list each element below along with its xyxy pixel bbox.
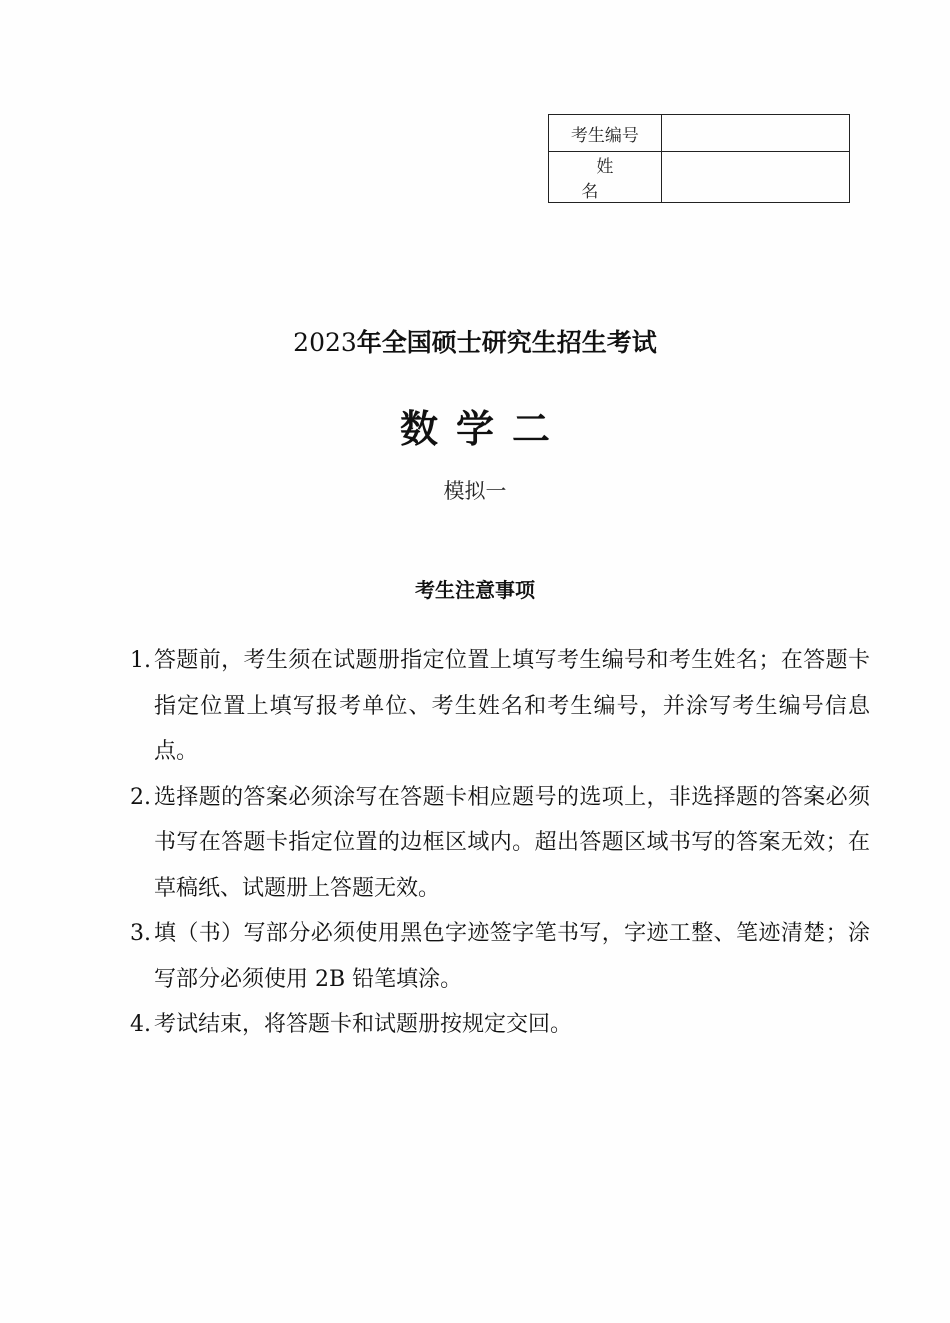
notice-item-text: 考试结束，将答题卡和试题册按规定交回。 bbox=[154, 1012, 573, 1037]
notice-item bbox=[130, 1002, 870, 1048]
candidate-number-row bbox=[549, 115, 850, 152]
candidate-number-label: 考生编号 bbox=[549, 115, 662, 152]
exam-title bbox=[0, 323, 950, 359]
candidate-number-field[interactable] bbox=[661, 115, 849, 152]
subject-title: 数学二 bbox=[399, 407, 568, 451]
edition-label: 模拟一 bbox=[443, 479, 507, 503]
candidate-name-row bbox=[549, 152, 850, 203]
exam-title-text: 年全国硕士研究生招生考试 bbox=[356, 328, 657, 357]
notice-item bbox=[130, 911, 870, 1002]
notice-item bbox=[130, 775, 870, 912]
notice-item bbox=[130, 638, 870, 775]
notice-list bbox=[130, 638, 870, 1048]
notice-item-number: 2. bbox=[130, 784, 151, 810]
notice-item-text: 答题前，考生须在试题册指定位置上填写考生编号和考生姓名；在答题卡指定位置上填写报考单位、考生姓名和考生编号，并涂写考生编号信息点。 bbox=[154, 648, 870, 764]
notice-item-text: 选择题的答案必须涂写在答题卡相应题号的选项上，非选择题的答案必须书写在答题卡指定位置的边框区域内。超出答题区域书写的答案无效；在草稿纸、试题册上答题无效。 bbox=[154, 784, 870, 901]
exam-year: 2023 bbox=[293, 328, 357, 357]
candidate-name-label: 姓名 bbox=[581, 157, 644, 202]
candidate-name-field[interactable] bbox=[661, 152, 849, 203]
notice-title: 考生注意事项 bbox=[415, 578, 535, 602]
notice-item-number: 4. bbox=[130, 1012, 151, 1037]
notice-item-text: 填（书）写部分必须使用黑色字迹签字笔书写，字迹工整、笔迹清楚；涂写部分必须使用 2B 铅笔填涂。 bbox=[154, 921, 870, 992]
notice-item-number: 1. bbox=[130, 648, 151, 673]
candidate-info-table bbox=[548, 114, 850, 203]
notice-item-number: 3. bbox=[130, 921, 151, 946]
